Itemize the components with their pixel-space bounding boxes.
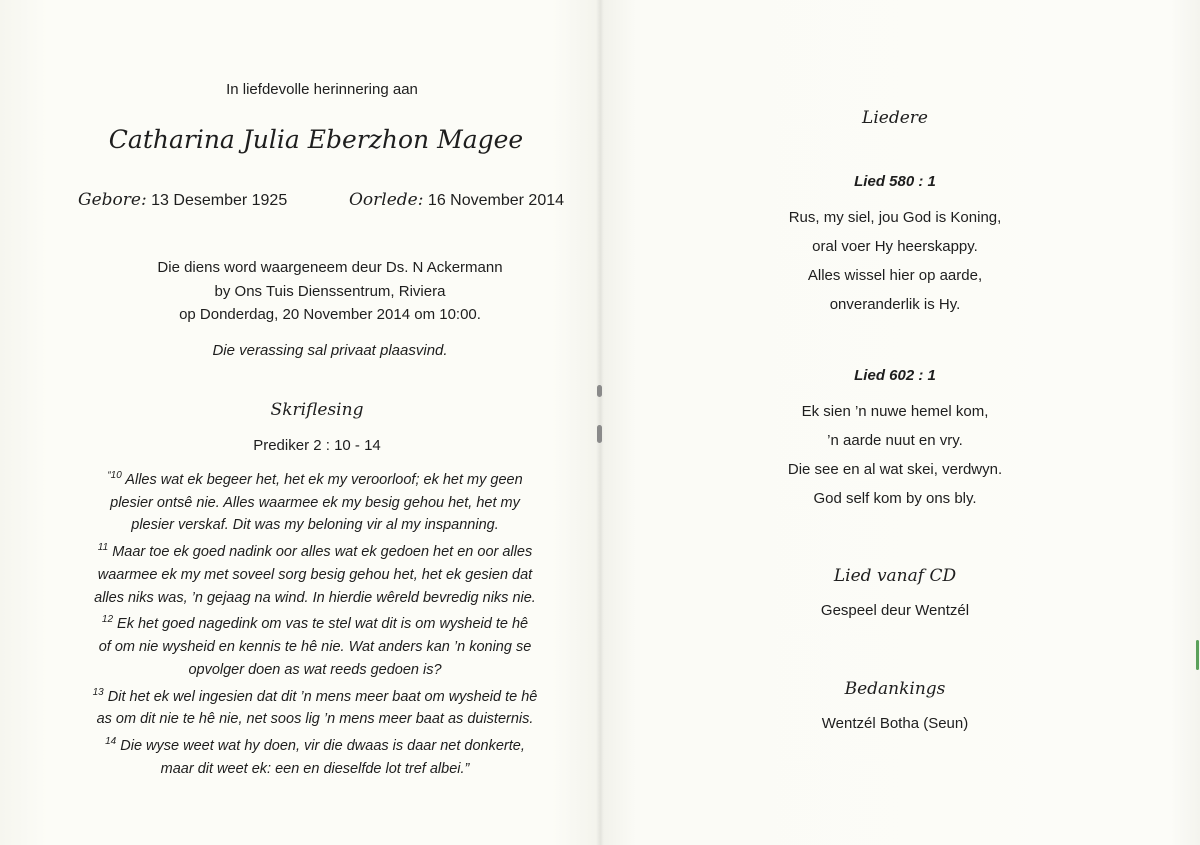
scripture-line bbox=[50, 708, 580, 731]
death-label: Oorlede: bbox=[349, 190, 424, 210]
death-date-value: 16 November 2014 bbox=[427, 192, 565, 209]
song-line: ’n aarde nuut en vry. bbox=[827, 432, 963, 449]
cd-title: Lied vanaf CD bbox=[833, 566, 957, 586]
scripture-line bbox=[50, 758, 580, 781]
scripture-line bbox=[50, 537, 580, 564]
song-heading: Lied 602 : 1 bbox=[854, 367, 936, 384]
song-line: Alles wissel hier op aarde, bbox=[807, 267, 983, 284]
verse-text: opvolger doen as wat reeds gedoen is? bbox=[188, 661, 442, 678]
birth-label: Gebore: bbox=[78, 190, 147, 210]
verse-text: plesier ontsê nie. Alles waarmee ek my besig gehou het, het my bbox=[110, 494, 520, 511]
scripture-line bbox=[50, 731, 580, 758]
song-line: oral voer Hy heerskappy. bbox=[812, 238, 978, 255]
scripture-line bbox=[50, 587, 580, 610]
staple-mark bbox=[597, 385, 602, 397]
scripture-passage bbox=[50, 465, 580, 781]
scripture-line bbox=[50, 465, 580, 492]
song-line: Die see en al wat skei, verdwyn. bbox=[787, 461, 1003, 478]
service-line: Die diens word waargeneem deur Ds. N Ackermann bbox=[157, 259, 503, 276]
scripture-line bbox=[50, 564, 580, 587]
verse-number: 10 bbox=[110, 470, 122, 481]
scripture-title: Skriflesing bbox=[270, 400, 364, 420]
verse-text: alles niks was, ’n gejaag na wind. In hierdie wêreld bevredig niks nie. bbox=[94, 589, 536, 606]
scripture-line bbox=[50, 659, 580, 682]
verse-text: Maar toe ek goed nadink oor alles wat ek gedoen het en oor alles bbox=[112, 544, 533, 561]
verse-number: 13 bbox=[92, 686, 104, 698]
service-details bbox=[70, 256, 590, 327]
birth-date bbox=[78, 190, 287, 210]
birth-date-value: 13 Desember 1925 bbox=[151, 192, 288, 209]
song-line: Rus, my siel, jou God is Koning, bbox=[788, 209, 1002, 226]
service-line: by Ons Tuis Dienssentrum, Riviera bbox=[214, 282, 446, 300]
thanks-text: Wentzél Botha (Seun) bbox=[821, 715, 969, 732]
verse-text: Die wyse weet wat hy doen, vir die dwaas is daar net donkerte, bbox=[120, 737, 525, 754]
intro-text: In liefdevolle herinnering aan bbox=[226, 81, 418, 98]
song-line: Ek sien ’n nuwe hemel kom, bbox=[801, 403, 989, 420]
verse-text: maar dit weet ek: een en dieselfde lot tref albei.” bbox=[160, 760, 470, 777]
verse-text: of om nie wysheid en kennis te hê nie. Wat anders kan ’n koning se bbox=[98, 639, 532, 656]
scripture-line bbox=[50, 609, 580, 636]
cd-text: Gespeel deur Wentzél bbox=[820, 602, 970, 619]
scripture-line bbox=[50, 636, 580, 659]
scripture-line bbox=[50, 514, 580, 537]
edge-mark bbox=[1196, 640, 1199, 670]
verse-number: 12 bbox=[101, 614, 114, 626]
scripture-reference: Prediker 2 : 10 - 14 bbox=[253, 437, 381, 454]
song-line: onveranderlik is Hy. bbox=[829, 296, 961, 313]
open-quote: “ bbox=[107, 470, 111, 481]
verse-text: Alles wat ek begeer het, het ek my veroorloof; ek het my geen bbox=[125, 471, 523, 488]
verse-text: waarmee ek my met soveel sorg besig gehou het, het ek gesien dat bbox=[97, 566, 533, 583]
songs-title: Liedere bbox=[862, 108, 928, 128]
thanks-title: Bedankings bbox=[844, 679, 946, 699]
staple-mark bbox=[597, 425, 602, 443]
verse-number: 14 bbox=[105, 736, 117, 748]
song-heading: Lied 580 : 1 bbox=[854, 173, 936, 190]
scripture-line bbox=[50, 682, 580, 709]
verse-text: plesier verskaf. Dit was my beloning vir al my inspanning. bbox=[131, 517, 499, 534]
song-line: God self kom by ons bly. bbox=[813, 490, 977, 507]
deceased-name: Catharina Julia Eberzhon Magee bbox=[108, 125, 524, 154]
service-line: op Donderdag, 20 November 2014 om 10:00. bbox=[179, 306, 481, 323]
death-date bbox=[349, 190, 564, 210]
page-fold bbox=[596, 0, 604, 845]
verse-text: Dit het ek wel ingesien dat dit ’n mens meer baat om wysheid te hê bbox=[107, 688, 538, 705]
verse-text: as om dit nie te hê nie, net soos lig ’n mens meer baat as duisternis. bbox=[96, 711, 534, 728]
verse-number: 11 bbox=[97, 542, 109, 554]
verse-text: Ek het goed nagedink om vas te stel wat dit is om wysheid te hê bbox=[117, 616, 529, 633]
cremation-note: Die verassing sal privaat plaasvind. bbox=[212, 342, 448, 359]
scripture-line bbox=[50, 492, 580, 515]
